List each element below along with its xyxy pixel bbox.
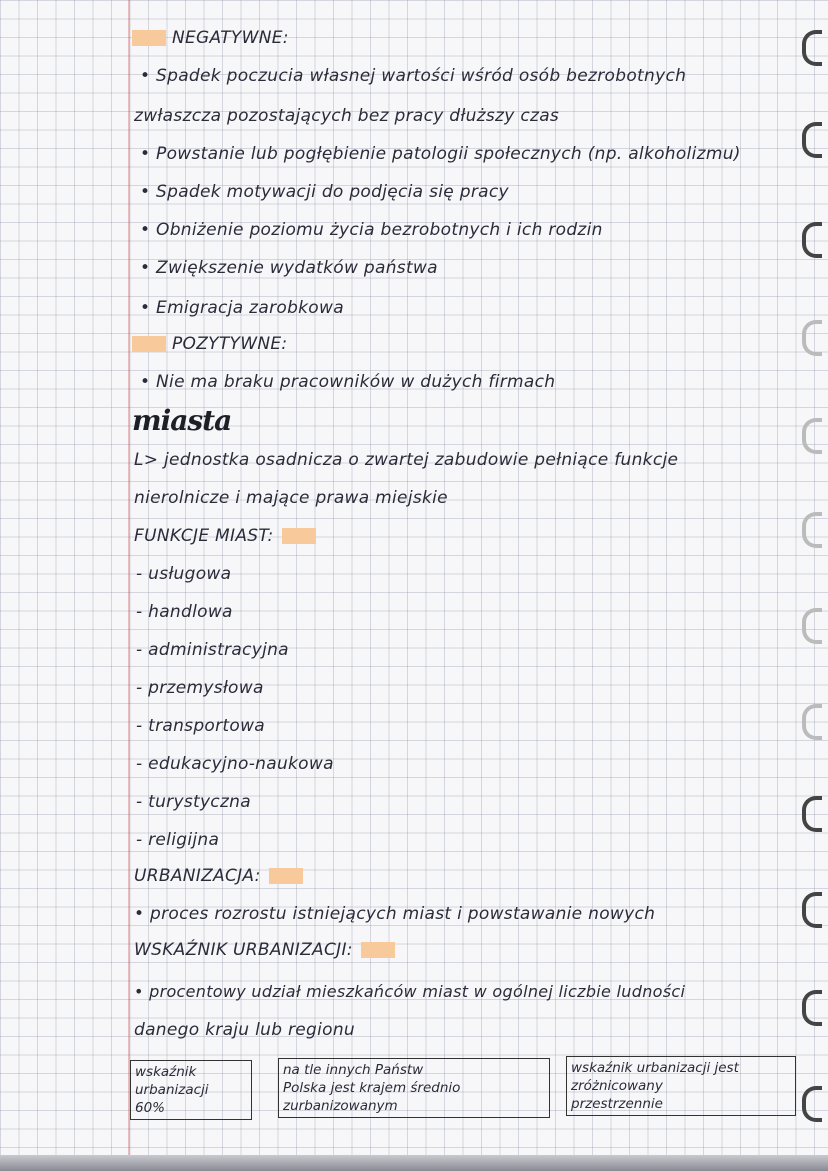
- box-line: urbanizacji: [135, 1082, 209, 1098]
- box-line: zurbanizowanym: [283, 1098, 398, 1114]
- definition-line: L> jednostka osadnicza o zwartej zabudowie pełniące funkcje: [134, 450, 679, 470]
- binder-ring-icon: [802, 512, 822, 548]
- binder-ring-icon: [802, 704, 822, 740]
- box-line: Polska jest krajem średnio: [283, 1080, 461, 1096]
- binder-rings: [792, 0, 828, 1171]
- box-line: wskaźnik: [135, 1064, 197, 1080]
- list-item: • Nie ma braku pracowników w dużych firmach: [140, 372, 556, 392]
- poland-comparison-box: [278, 1058, 550, 1118]
- box-line: wskaźnik urbanizacji jest: [571, 1060, 739, 1076]
- list-item: - turystyczna: [136, 792, 251, 812]
- definition-line: nierolnicze i mające prawa miejskie: [134, 488, 448, 508]
- highlight-mark: [282, 528, 316, 544]
- highlight-mark: [132, 30, 166, 46]
- box-line: na tle innych Państw: [283, 1062, 424, 1078]
- page-bottom-edge: [0, 1155, 828, 1171]
- urbanization-description: • proces rozrostu istniejących miast i powstawanie nowych: [134, 904, 656, 924]
- highlight-mark: [132, 336, 166, 352]
- list-item: - religijna: [136, 830, 220, 850]
- binder-ring-icon: [802, 122, 822, 158]
- index-description-line: danego kraju lub regionu: [134, 1020, 355, 1040]
- positive-heading: POZYTYWNE:: [132, 334, 287, 354]
- list-item: • Emigracja zarobkowa: [140, 298, 344, 318]
- functions-heading: FUNKCJE MIAST:: [134, 526, 316, 546]
- list-item: • Powstanie lub pogłębienie patologii społecznych (np. alkoholizmu): [140, 144, 741, 164]
- binder-ring-icon: [802, 990, 822, 1026]
- list-item: • Spadek poczucia własnej wartości wśród osób bezrobotnych: [140, 66, 687, 86]
- list-item: • Spadek motywacji do podjęcia się pracy: [140, 182, 509, 202]
- list-item: - edukacyjno-naukowa: [136, 754, 334, 774]
- binder-ring-icon: [802, 320, 822, 356]
- box-line: przestrzennie: [571, 1096, 663, 1112]
- box-line: zróżnicowany: [571, 1078, 663, 1094]
- section-title-cities: miasta: [132, 404, 232, 437]
- list-item: • Zwiększenie wydatków państwa: [140, 258, 438, 278]
- list-item: - przemysłowa: [136, 678, 264, 698]
- list-item: - transportowa: [136, 716, 266, 736]
- binder-ring-icon: [802, 222, 822, 258]
- highlight-mark: [361, 942, 395, 958]
- list-item: • Obniżenie poziomu życia bezrobotnych i ich rodzin: [140, 220, 603, 240]
- list-item: zwłaszcza pozostających bez pracy dłuższy czas: [134, 106, 560, 126]
- index-description-line: • procentowy udział mieszkańców miast w ogólnej liczbie ludności: [134, 982, 686, 1001]
- list-item: - usługowa: [136, 564, 232, 584]
- list-item: - administracyjna: [136, 640, 289, 660]
- binder-ring-icon: [802, 608, 822, 644]
- box-line: 60%: [135, 1100, 166, 1116]
- binder-ring-icon: [802, 1086, 822, 1122]
- binder-ring-icon: [802, 418, 822, 454]
- list-item: - handlowa: [136, 602, 233, 622]
- urbanization-heading: URBANIZACJA:: [134, 866, 303, 886]
- urbanization-index-box: [130, 1060, 252, 1120]
- highlight-mark: [269, 868, 303, 884]
- binder-ring-icon: [802, 796, 822, 832]
- urbanization-index-heading: WSKAŹNIK URBANIZACJI:: [134, 940, 395, 960]
- negative-heading: NEGATYWNE:: [132, 28, 289, 48]
- binder-ring-icon: [802, 892, 822, 928]
- margin-line: [128, 0, 130, 1171]
- binder-ring-icon: [802, 30, 822, 66]
- spatial-variation-box: [566, 1056, 796, 1116]
